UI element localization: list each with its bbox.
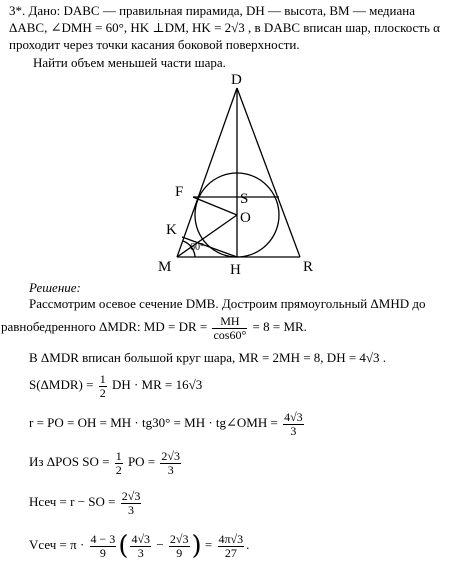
l8-minus: −: [156, 537, 164, 552]
l7-num: 2√3: [121, 488, 141, 503]
l6-n2: 2√3: [161, 448, 180, 463]
l2-num: MH: [212, 315, 247, 329]
l8-n4: 4π√3: [218, 531, 244, 546]
label-m: M: [158, 259, 172, 275]
label-r: R: [303, 259, 314, 275]
l5-den: 3: [290, 423, 297, 438]
problem-line-1: 3*. Дано: DABC — правильная пирамида, DH — высота, BM — медиана: [9, 3, 416, 18]
l8-frac-4: [218, 533, 245, 560]
l4-frac: [99, 373, 107, 400]
l8-d2: 3: [137, 545, 144, 560]
label-h: H: [230, 262, 241, 278]
solution-line-6: [29, 447, 183, 477]
label-k: K: [166, 222, 177, 238]
bisector-mo: [177, 215, 237, 257]
side-dr: [237, 88, 300, 257]
l6-frac-1: [115, 450, 123, 477]
label-angle: 60°: [190, 242, 204, 253]
l5-frac: [283, 411, 304, 438]
l2-frac: [212, 315, 247, 342]
l4-post: DH · MR = 16√3: [111, 377, 203, 392]
l6-mid: PO =: [127, 454, 156, 469]
solution-line-3: В ΔMDR вписан большой круг шара, MR = 2MH = 8, DH = 4√3 .: [29, 350, 387, 365]
l7-frac: [121, 490, 142, 517]
l6-pre: Из ΔPOS SO =: [29, 454, 110, 469]
solution-line-4: [29, 370, 202, 400]
l8-frac-3: [169, 533, 190, 560]
label-o: O: [240, 210, 251, 226]
l6-frac-2: [160, 450, 181, 477]
l8-d3: 9: [176, 545, 183, 560]
l5-pre: r = PO = OH = MH · tg30° = MH · tg∠OMH =: [29, 415, 278, 430]
solution-line-8: [29, 527, 249, 563]
l2-post: = 8 = MR.: [252, 319, 307, 334]
label-f: F: [175, 184, 184, 200]
label-s: S: [240, 191, 249, 207]
l7-pre: Hсеч = r − SO =: [29, 494, 116, 509]
l5-num: 4√3: [284, 409, 303, 424]
l6-d1: 2: [115, 462, 122, 477]
l8-pre: Vсеч = π ·: [29, 537, 85, 552]
l8-d1: 9: [99, 545, 106, 560]
l6-n1: 1: [115, 448, 122, 463]
solution-line-1: Рассмотрим осевое сечение DMB. Достроим прямоугольный ΔMHD до: [29, 296, 426, 311]
l6-d2: 3: [167, 462, 174, 477]
side-md: [177, 88, 237, 257]
l8-n3: 2√3: [169, 531, 189, 546]
l8-frac-1: [90, 533, 117, 560]
l8-frac-2: [130, 533, 151, 560]
l8-end: .: [246, 537, 250, 552]
solution-line-7: [29, 487, 143, 517]
solution-heading: Решение:: [29, 280, 81, 295]
l4-num: 1: [99, 371, 106, 386]
l8-paren-close: ): [191, 531, 202, 562]
l4-den: 2: [99, 385, 106, 400]
l8-n1: 4 − 3: [90, 531, 116, 546]
problem-line-3: проходит через точки касания боковой поверхности.: [9, 37, 300, 52]
problem-line-4: Найти объем меньшей части шара.: [33, 55, 226, 70]
radius-op: [193, 197, 237, 215]
l7-den: 3: [128, 502, 135, 517]
l8-n2: 4√3: [131, 531, 151, 546]
label-d: D: [231, 72, 242, 88]
solution-line-2: [1, 312, 307, 342]
l2-pre: равнобедренного ΔMDR: MD = DR =: [1, 319, 208, 334]
l4-pre: S(ΔMDR) =: [29, 377, 94, 392]
l8-d4: 27: [224, 545, 237, 560]
l2-den: cos60°: [213, 327, 247, 342]
l8-paren-open: (: [118, 531, 129, 562]
problem-line-2: ΔABC, ∠DMH = 60°, HK ⊥DM, HK = 2√3 , в DABC вписан шар, плоскость α: [9, 20, 440, 35]
l8-eq: =: [204, 537, 213, 552]
solution-line-5: [29, 408, 306, 438]
